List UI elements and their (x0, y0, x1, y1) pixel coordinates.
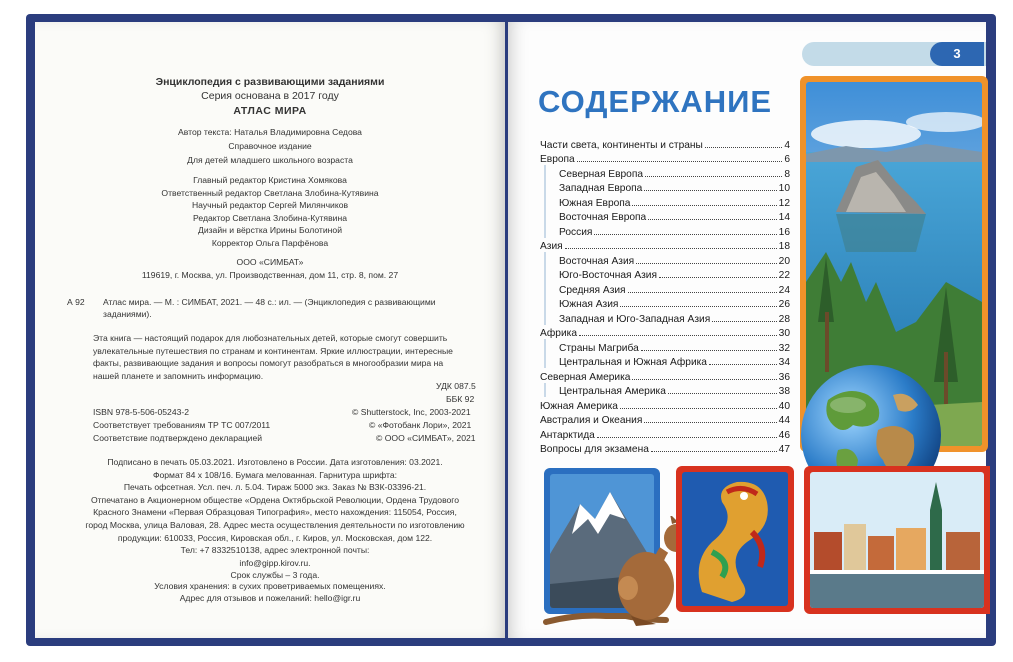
toc-item: Центральная и Южная Африка 34 (559, 357, 790, 368)
imprint-series: Серия основана в 2017 году (201, 90, 339, 102)
print-info-line: info@gipp.kirov.ru. (239, 557, 311, 568)
imprint-publisher-address: 119619, г. Москва, ул. Производственная, дом 11, стр. 8, пом. 27 (141, 270, 399, 280)
toc-item: Средняя Азия 24 (559, 284, 790, 296)
print-info-line: Формат 84 х 108/16. Бумага мелованная. Гарнитура шрифта: (152, 469, 398, 480)
toc-item: Северная Европа 8 (559, 168, 790, 180)
city-image (810, 472, 984, 608)
toc-item: Австралия и Океания 44 (540, 415, 790, 426)
staff-line: Корректор Ольга Парфёнова (211, 237, 329, 248)
print-info-line: продукции: 610033, Россия, Кировская обл., г. Киров, ул. Московская, дом 122. (117, 532, 433, 543)
toc-item: Части света, континенты и страны 4 (540, 139, 790, 151)
toc-item: Южная Азия 26 (559, 299, 790, 310)
toc-item: Антарктида 46 (540, 429, 790, 441)
toc-item: Западная Европа 10 (559, 183, 790, 194)
annotation-line: факты, развивающие задания и вопросы помогут разобраться в многообразии мира на (93, 358, 444, 369)
catalog-code: А 92 (67, 297, 85, 307)
toc-item: Азия 18 (540, 241, 790, 252)
print-info-line: Отпечатано в Акционерном обществе «Ордена Октябрьской Революции, Ордена Трудового (90, 494, 460, 505)
toc-item: Южная Америка 40 (540, 400, 790, 412)
imprint-author: Автор текста: Наталья Владимировна Седова (178, 127, 362, 137)
print-info-line: Подписано в печать 05.03.2021. Изготовлено в России. Дата изготовления: 03.2021. (107, 457, 443, 467)
copyright-shutterstock: © Shutterstock, Inc, 2003-2021 (352, 407, 471, 417)
copyright-lori: © «Фотобанк Лори», 2021 (369, 420, 472, 430)
udk: УДК 087.5 (436, 381, 476, 391)
print-info-line: Срок службы – 3 года. (230, 570, 320, 581)
city-photo-frame (804, 466, 990, 614)
toc-item: Северная Америка 36 (540, 371, 790, 383)
annotation (93, 332, 493, 382)
print-info-line: Красного Знамени «Первая Образцовая Типография», место нахождения: 115054, Россия, (93, 507, 457, 518)
toc-item: Россия 16 (559, 226, 790, 238)
toc-item: Центральная Америка 38 (559, 386, 790, 397)
print-info-line: Печать офсетная. Усл. печ. л. 5.04. Тираж 5000 экз. Заказ № ВЗК-03396-21. (123, 482, 427, 493)
city-photo (810, 472, 984, 608)
print-info-line: Тел: +7 8332510138, адрес электронной почты: (180, 545, 370, 556)
isbn: ISBN 978-5-506-05243-2 (93, 407, 190, 417)
dragon-photo-frame (676, 466, 794, 612)
catalog-description: Атлас мира. — М. : СИМБАТ, 2021. — 48 с.: ил. — (Энциклопедия с развивающими (103, 297, 436, 307)
imprint-audience: Для детей младшего школьного возраста (187, 155, 353, 165)
print-info-line: город Москва, улица Валовая, 28. Адрес места осуществления деятельности по изготовлению (85, 519, 465, 530)
imprint-book-name: АТЛАС МИРА (233, 105, 307, 117)
toc-asia-subsections (544, 252, 790, 325)
catalog-description-cont: заданиями). (103, 309, 152, 319)
staff-line: Научный редактор Сергей Милянчиков (191, 200, 349, 211)
toc-item: Вопросы для экзамена 47 (540, 444, 790, 455)
imprint-edition-type: Справочное издание (228, 141, 312, 151)
toc-north-america-subsections (544, 383, 790, 398)
staff-line: Редактор Светлана Злобина-Кутявина (193, 212, 347, 223)
bbk: ББК 92 (446, 394, 475, 404)
dragon-image (682, 472, 788, 606)
toc-item: Южная Европа 12 (559, 197, 790, 209)
staff-line: Дизайн и вёрстка Ирины Болотиной (198, 225, 342, 236)
imprint-staff (100, 174, 440, 250)
compliance-declaration: Соответствие подтверждено декларацией (93, 433, 263, 443)
toc-item: Африка 30 (540, 328, 790, 339)
annotation-line: увлекательные путешествия по странам и континентам. Яркие иллюстрации, интересные (93, 345, 453, 356)
toc-item: Западная и Юго-Западная Азия 28 (559, 313, 790, 325)
feedback-address: Адрес для отзывов и пожеланий: hello@igr.ru (179, 593, 361, 603)
dragon-photo (682, 472, 788, 606)
staff-line: Ответственный редактор Светлана Злобина-Кутявина (161, 187, 379, 198)
toc-item: Восточная Европа 14 (559, 212, 790, 223)
toc-item: Восточная Азия 20 (559, 255, 790, 267)
compliance-requirements: Соответствует требованиям ТР ТС 007/2011 (93, 420, 271, 430)
toc-item: Европа 6 (540, 154, 790, 165)
storage-conditions: Условия хранения: в сухих проветриваемых помещениях. (154, 581, 386, 591)
annotation-line: нашей планете и запомнить информацию. (93, 370, 264, 381)
print-info (80, 456, 470, 582)
staff-line: Главный редактор Кристина Хомякова (193, 175, 347, 185)
imprint-title: Энциклопедия с развивающими заданиями (155, 76, 385, 88)
table-of-contents (540, 136, 790, 455)
copyright-simbat: © ООО «СИМБАТ», 2021 (376, 433, 476, 443)
annotation-line: Эта книга — настоящий подарок для любознательных детей, которые смогут совершить (93, 333, 448, 343)
imprint-publisher: ООО «СИМБАТ» (236, 257, 304, 267)
toc-africa-subsections (544, 339, 790, 368)
toc-item: Страны Магриба 32 (559, 342, 790, 354)
toc-title: СОДЕРЖАНИЕ (538, 84, 773, 119)
page-number: 3 (930, 42, 984, 66)
toc-europe-subsections (544, 165, 790, 238)
toc-item: Юго-Восточная Азия 22 (559, 270, 790, 281)
